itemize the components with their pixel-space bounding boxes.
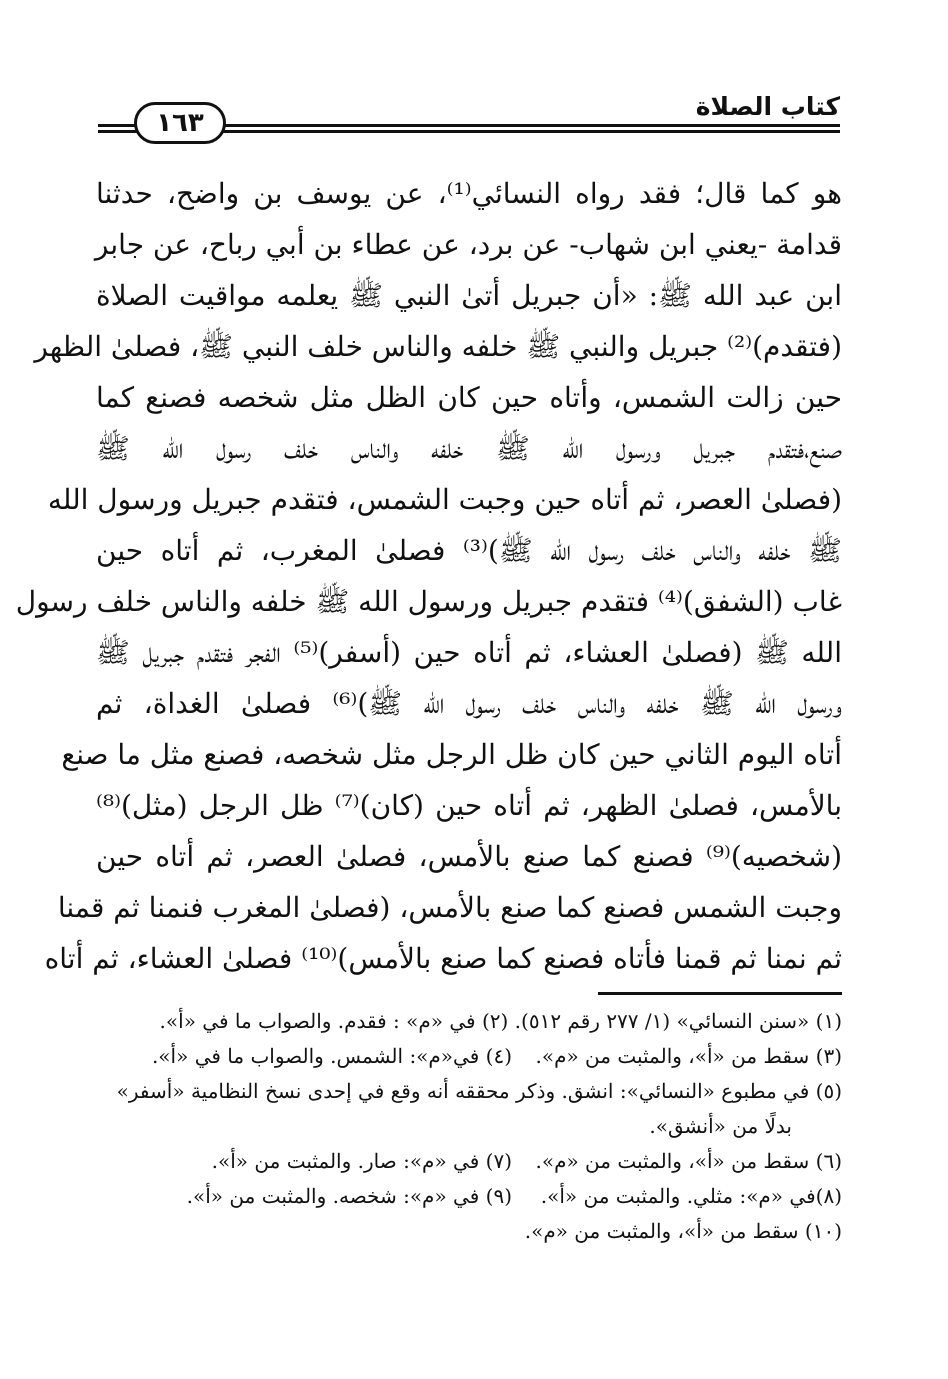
- footnote-5-continued: بدلًا من «أنشق».: [649, 1114, 792, 1138]
- text-line: أتاه اليوم الثاني حين كان ظل الرجل مثل شخصه، فصنع مثل ما صنع: [61, 738, 842, 771]
- footnote-4: (٤) في«م»: الشمس. والصواب ما في «أ».: [151, 1044, 512, 1068]
- footnote-row: [96, 1144, 842, 1179]
- text-line: (فتقدم)⁽²⁾ جبريل والنبي ﷺ خلفه والناس خلف النبي ﷺ، فصلىٰ الظهر: [34, 330, 842, 363]
- main-text: [15, 168, 843, 984]
- footnotes: [96, 1004, 842, 1249]
- page-header: [98, 92, 840, 150]
- text-line: (فصلىٰ العصر، ثم أتاه حين وجبت الشمس، فتقدم جبريل ورسول الله: [47, 483, 842, 516]
- text-line: هو كما قال؛ فقد رواه النسائي⁽¹⁾، عن يوسف بن واضح، حدثنا: [96, 177, 842, 210]
- text-line: (شخصيه)⁽⁹⁾ فصنع كما صنع بالأمس، فصلىٰ العصر، ثم أتاه حين: [96, 840, 842, 873]
- text-line: ﷺ خلفه والناس خلف رسول الله ﷺ)⁽³⁾ فصلىٰ المغرب، ثم أتاه حين: [96, 534, 842, 567]
- footnote-1-2: (١) «سنن النسائي» (١/ ٢٧٧ رقم ٥١٢). (٢) في «م» : فقدم. والصواب ما في «أ».: [159, 1009, 842, 1033]
- footnote-7: (٧) في «م»: صار. والمثبت من «أ».: [211, 1149, 512, 1173]
- text-line: صنع،فتقدم جبريل ورسول الله ﷺ خلفه والناس خلف رسول الله ﷺ: [96, 432, 842, 465]
- text-line: ابن عبد الله ﷺ: «أن جبريل أتىٰ النبي ﷺ يعلمه مواقيت الصلاة: [96, 279, 842, 312]
- text-line: حين زالت الشمس، وأتاه حين كان الظل مثل شخصه فصنع كما: [96, 381, 842, 414]
- text-line: بالأمس، فصلىٰ الظهر، ثم أتاه حين (كان)⁽⁷⁾ ظل الرجل (مثل)⁽⁸⁾: [96, 789, 843, 822]
- footnote-9: (٩) في «م»: شخصه. والمثبت من «أ».: [186, 1184, 512, 1208]
- text-line: الله ﷺ (فصلىٰ العشاء، ثم أتاه حين (أسفر)⁽⁵⁾ الفجر فتقدم جبريل ﷺ: [96, 636, 842, 669]
- book-title: كتاب الصلاة: [688, 92, 840, 122]
- footnote-8: (٨)في «م»: مثلي. والمثبت من «أ».: [540, 1184, 842, 1208]
- page-number: ١٦٣: [134, 102, 226, 144]
- footnote-10: (١٠) سقط من «أ»، والمثبت من «م».: [524, 1219, 842, 1243]
- footnote-row: [96, 1179, 842, 1214]
- footnote-6: (٦) سقط من «أ»، والمثبت من «م».: [535, 1149, 842, 1173]
- text-line: ثم نمنا ثم قمنا فأتاه فصنع كما صنع بالأمس)⁽¹⁰⁾ فصلىٰ العشاء، ثم أتاه: [44, 942, 842, 975]
- footnote-3: (٣) سقط من «أ»، والمثبت من «م».: [535, 1044, 842, 1068]
- footnote-separator: [598, 992, 842, 995]
- text-line: ورسول الله ﷺ خلفه والناس خلف رسول الله ﷺ)⁽⁶⁾ فصلىٰ الغداة، ثم: [96, 687, 843, 720]
- footnote-row: [96, 1039, 842, 1074]
- footnote-5: (٥) في مطبوع «النسائي»: انشق. وذكر محققه أنه وقع في إحدى نسخ النظامية «أسفر»: [116, 1079, 842, 1103]
- text-line: وجبت الشمس فصنع كما صنع بالأمس، (فصلىٰ المغرب فنمنا ثم قمنا: [57, 891, 842, 924]
- text-line: قدامة -يعني ابن شهاب- عن برد، عن عطاء بن أبي رباح، عن جابر: [94, 228, 842, 261]
- text-line: غاب (الشفق)⁽⁴⁾ فتقدم جبريل ورسول الله ﷺ خلفه والناس خلف رسول: [15, 585, 842, 618]
